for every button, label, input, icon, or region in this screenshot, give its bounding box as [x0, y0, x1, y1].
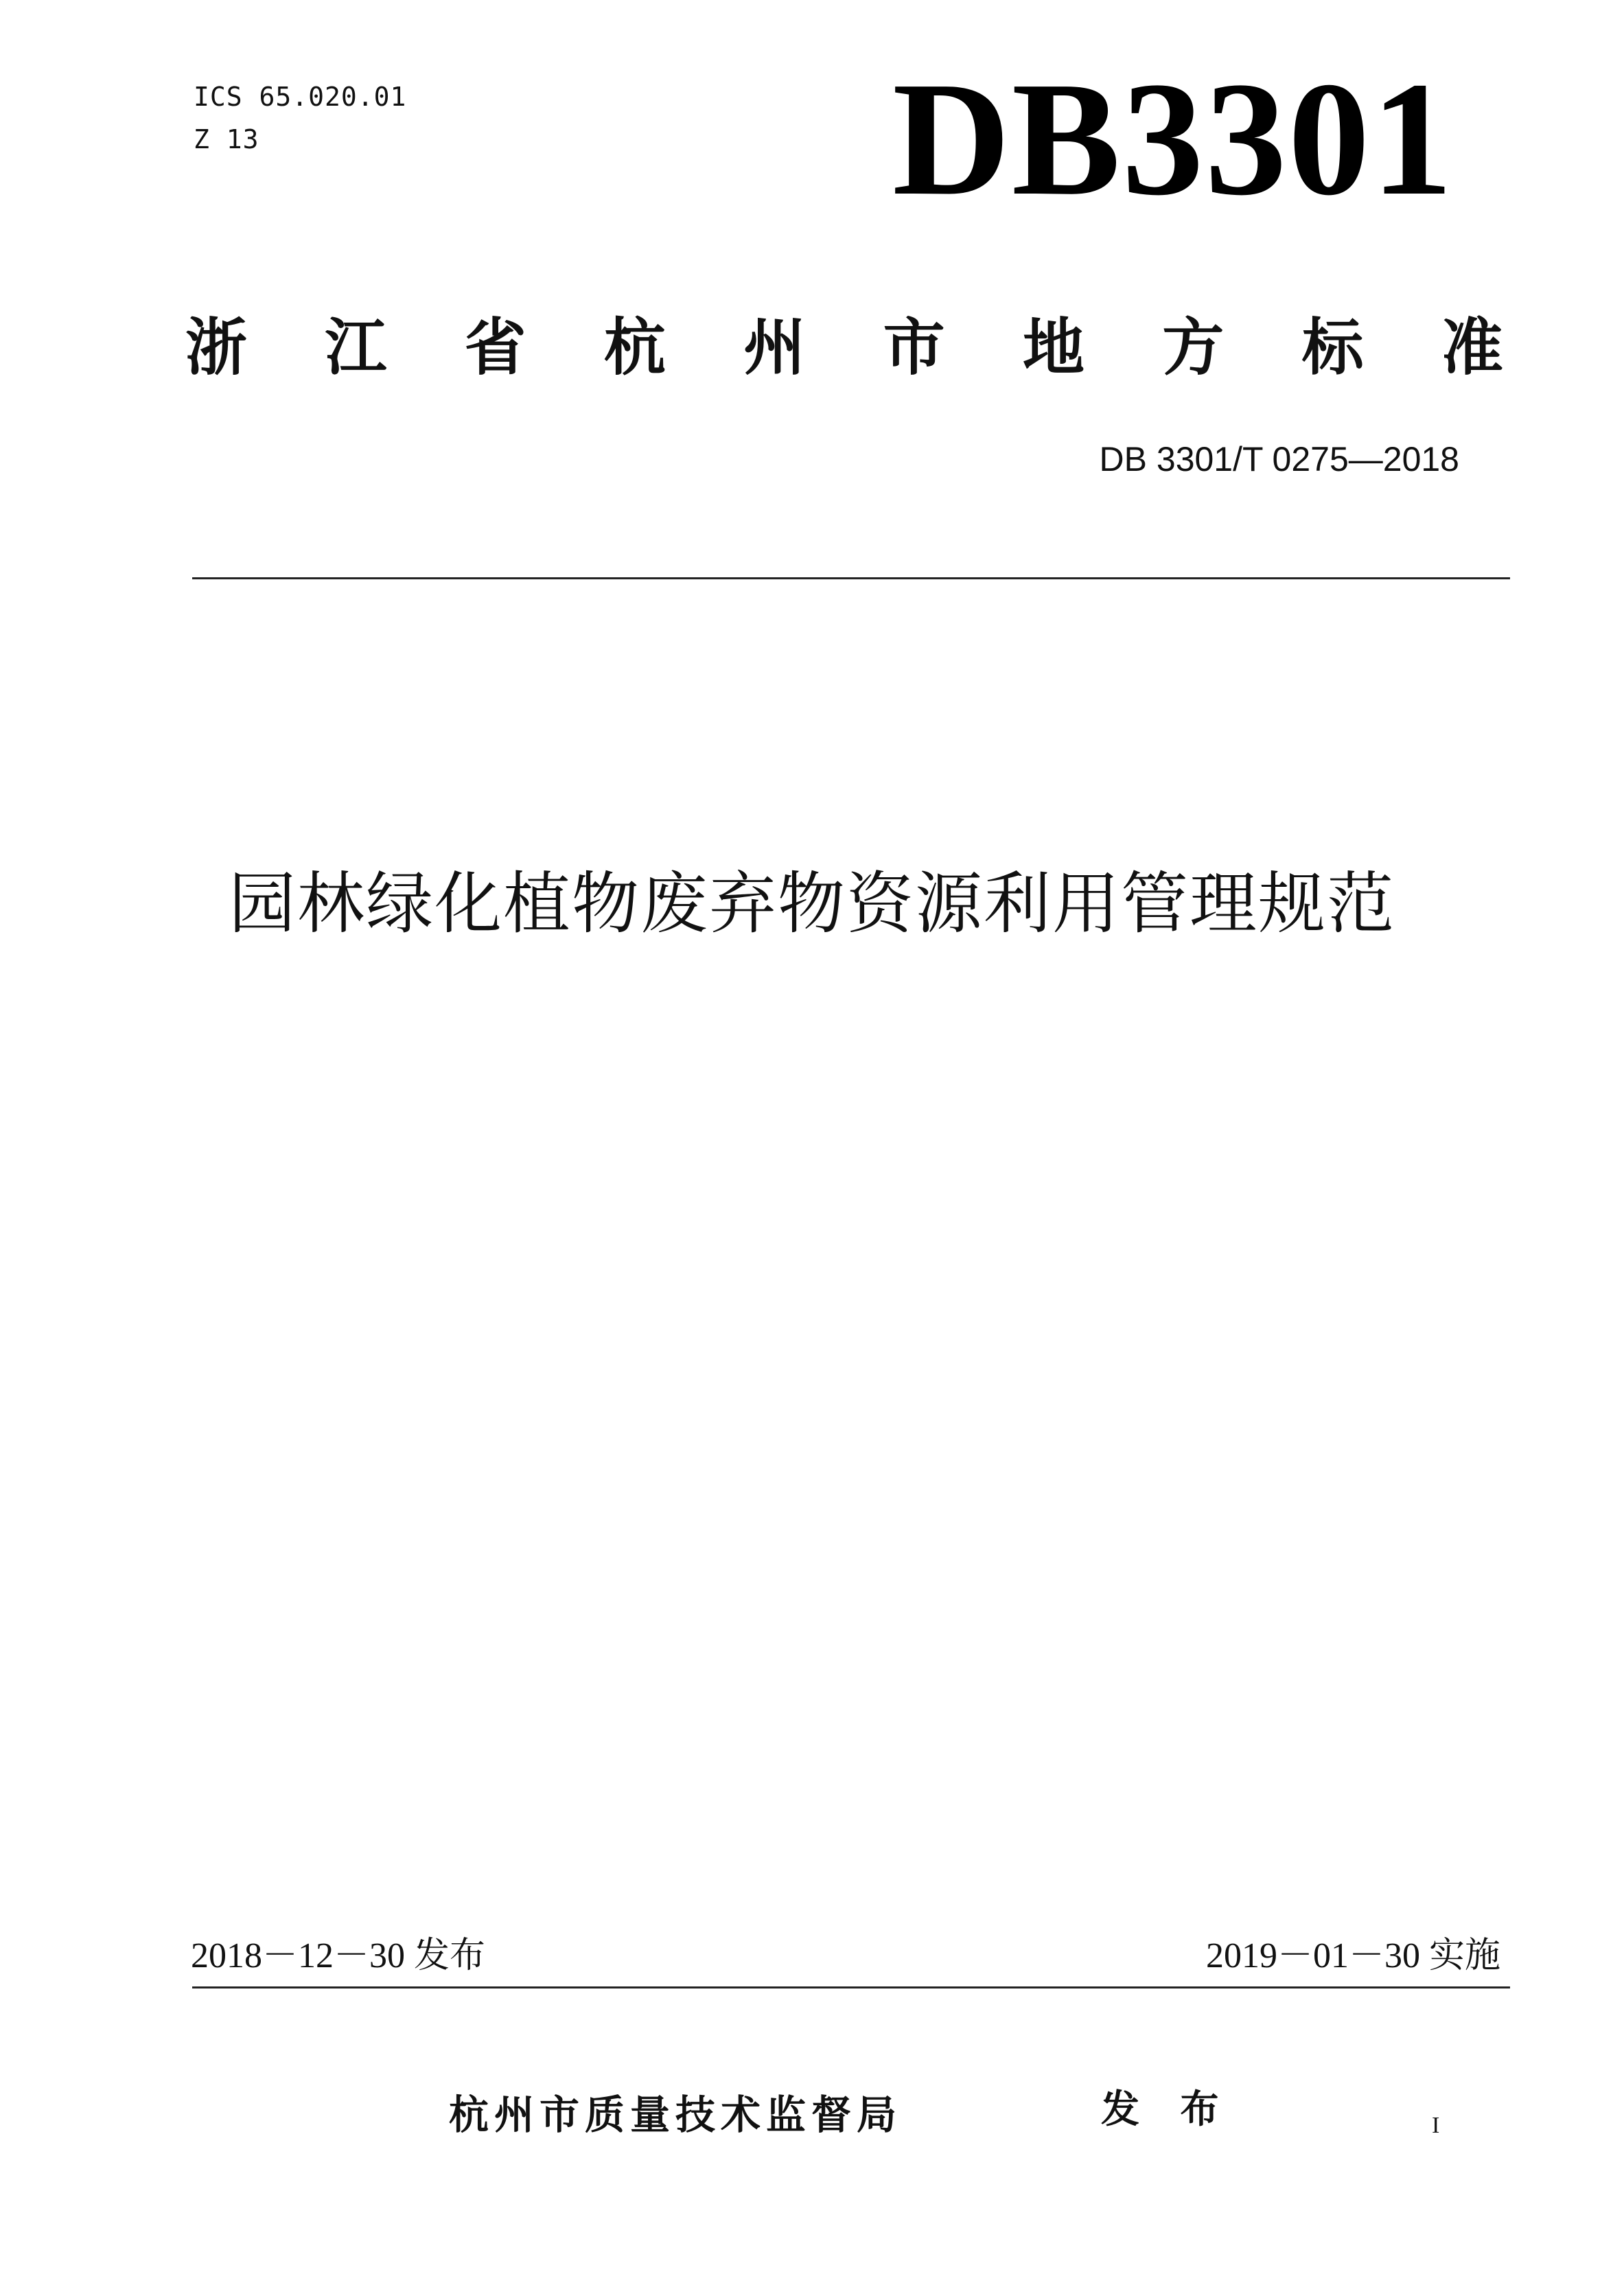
- standard-code: DB 3301/T 0275—2018: [1099, 440, 1459, 478]
- ccs-code: Z 13: [194, 124, 259, 154]
- standard-type-char: 江: [325, 312, 387, 384]
- ics-code: ICS 65.020.01: [194, 82, 407, 112]
- standard-type-heading: [185, 312, 1503, 384]
- standard-type-char: 标: [1301, 312, 1364, 384]
- publish-label: 发 布: [1101, 2087, 1233, 2132]
- standard-type-char: 准: [1441, 312, 1503, 384]
- standard-type-char: 方: [1162, 312, 1225, 384]
- standard-type-char: 地: [1022, 312, 1084, 384]
- document-title: 园林绿化植物废弃物资源利用管理规范: [228, 865, 1395, 943]
- publisher-name: 杭州市质量技术监督局: [449, 2091, 903, 2138]
- standard-type-char: 州: [743, 312, 806, 384]
- page-number: I: [1432, 2113, 1440, 2138]
- standard-type-char: 市: [883, 312, 945, 384]
- top-divider: [192, 577, 1510, 579]
- standard-type-char: 省: [464, 312, 526, 384]
- standard-type-char: 浙: [185, 312, 247, 384]
- issue-date: 2018－12－30 发布: [191, 1936, 486, 1975]
- bottom-divider: [192, 1986, 1510, 1988]
- standard-type-char: 杭: [603, 312, 666, 384]
- implementation-date: 2019－01－30 实施: [1205, 1936, 1500, 1975]
- standard-logo: DB3301: [892, 49, 1454, 229]
